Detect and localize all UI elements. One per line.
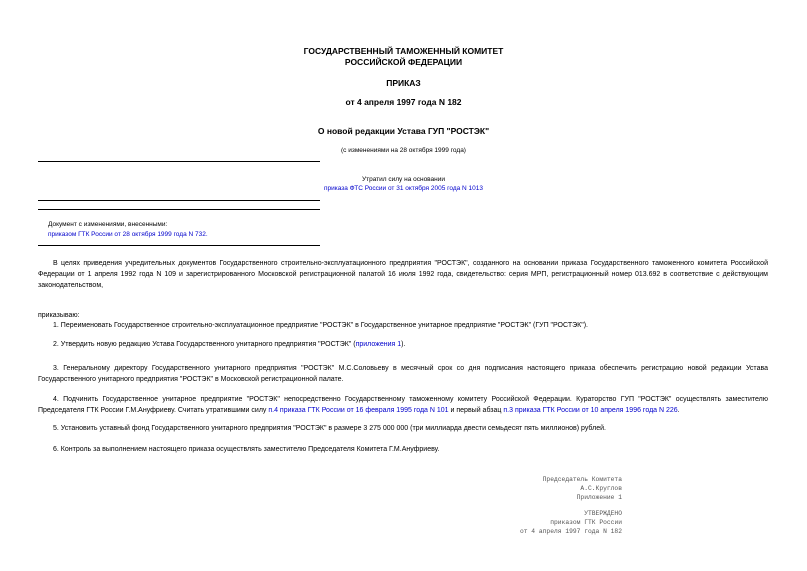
amendment-note: (с изменениями на 28 октября 1999 года) [341, 147, 466, 154]
doc-date: от 4 апреля 1997 года N 182 [345, 97, 462, 107]
preamble: В целях приведения учредительных документов Государственного строительно-эксплуатационного предприятия "РОСТЭК", созданного на основании приказа Государственного таможенного комитета Российской Федерации от 1 апреля 1992 года N 109 и зарегистрированного Московской регистрационной палатой 16 июля 1992 года, свидетельство: серия МРП, регистрационный номер 013.692 в соответствие с действующим законодательством, [38, 260, 768, 289]
doc-type: ПРИКАЗ [386, 78, 421, 88]
lost-force-link[interactable]: приказа ФТС России от 31 октября 2005 года N 1013 [323, 185, 484, 192]
item-4-text: 4. Подчинить Государственное унитарное предприятие "РОСТЭК" непосредственно Государственному таможенному комитету Российской Федерации. Кураторство ГУП "РОСТЭК" осуществлять заместителю Председателя ГТК России Г.М.Ануфриеву. Считать утратившими силу [38, 396, 768, 414]
order-226-link[interactable]: п.3 приказа ГТК России от 10 апреля 1996 года N 226 [503, 407, 678, 414]
appendix-1-link[interactable]: приложения 1 [355, 341, 402, 348]
item-4-end: . [677, 407, 680, 414]
lost-force-text: Утратил силу на основании [361, 176, 446, 183]
doc-title: О новой редакции Устава ГУП "РОСТЭК" [317, 126, 490, 136]
appendix-label: Приложение 1 [576, 494, 622, 501]
item-2 [38, 341, 768, 349]
org-name-line1: ГОСУДАРСТВЕННЫЙ ТАМОЖЕННЫЙ КОМИТЕТ [303, 46, 504, 56]
item-5: 5. Установить уставный фонд Государственного унитарного предприятия "РОСТЭК" в размере 3 275 000 000 (три миллиарда двести семьдесят пять миллионов) рублей. [53, 425, 606, 432]
signature-name: А.С.Круглов [580, 485, 622, 492]
item-4-mid: и первый абзац [448, 407, 504, 414]
amendments-link[interactable]: приказом ГТК России от 28 октября 1999 года N 732. [48, 231, 208, 238]
item-6: 6. Контроль за выполнением настоящего приказа осуществлять заместителю Председателя Комитета Г.М.Ануфриеву. [53, 446, 440, 453]
item-4 [38, 394, 768, 416]
divider [38, 161, 320, 162]
divider [38, 209, 320, 210]
divider [38, 200, 320, 201]
divider [38, 245, 320, 246]
amendments-intro: Документ с изменениями, внесенными: [48, 221, 168, 228]
order-word: приказываю: [38, 312, 80, 319]
approved-date: от 4 апреля 1997 года N 182 [519, 528, 622, 535]
approved-by: приказом ГТК России [550, 519, 622, 526]
item-3: 3. Генеральному директору Государственного унитарного предприятия "РОСТЭК" М.С.Соловьеву в месячный срок со дня подписания настоящего приказа обеспечить регистрацию новой редакции Устава Государственного унитарного предприятия "РОСТЭК" в Московской регистрационной палате. [38, 365, 768, 383]
item-1: 1. Переименовать Государственное строительно-эксплуатационное предприятие "РОСТЭК" в Государственное унитарное предприятие "РОСТЭК" (ГУП "РОСТЭК"). [53, 322, 588, 329]
org-name-line2: РОССИЙСКОЙ ФЕДЕРАЦИИ [344, 57, 463, 67]
order-101-link[interactable]: п.4 приказа ГТК России от 16 февраля 1995 года N 101 [268, 407, 449, 414]
approved-label: УТВЕРЖДЕНО [584, 510, 622, 517]
item-2-text: 2. Утвердить новую редакцию Устава Государственного унитарного предприятия "РОСТЭК" ( [53, 341, 356, 348]
signature-position: Председатель Комитета [542, 476, 622, 483]
item-2-end: ). [401, 341, 406, 348]
